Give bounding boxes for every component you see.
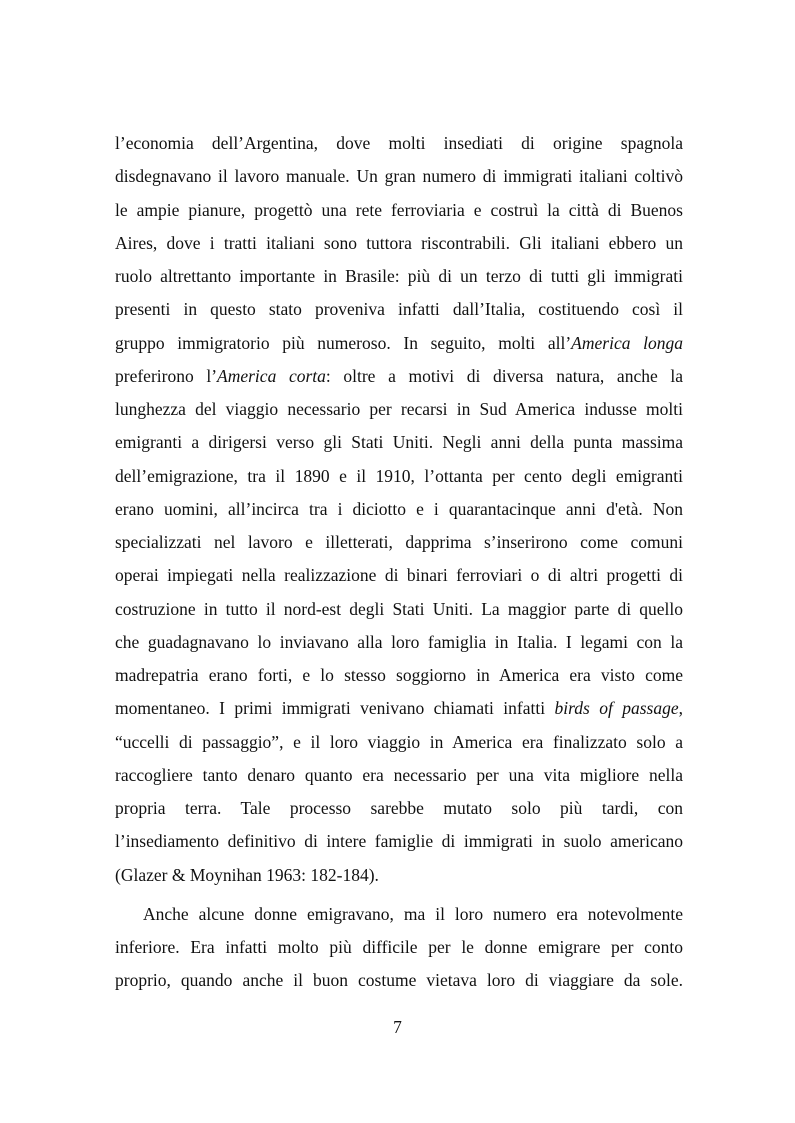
text-line: erano uomini, all’incirca tra i diciotto e i quarantacinque anni d'età. Non xyxy=(115,498,683,519)
text-line: raccogliere tanto denaro quanto era necessario per una vita migliore nella xyxy=(115,764,683,785)
text-line: Anche alcune donne emigravano, ma il loro numero era notevolmente xyxy=(143,903,683,924)
text-line: (Glazer & Moynihan 1963: 182-184). xyxy=(115,864,379,885)
text-line: lunghezza del viaggio necessario per recarsi in Sud America indusse molti xyxy=(115,399,683,419)
text-line: propria terra. Tale processo sarebbe mutato solo più tardi, con xyxy=(115,798,683,818)
text-line: gruppo immigratorio più numeroso. In seguito, molti all’America longa xyxy=(115,332,683,353)
text-line: Aires, dove i tratti italiani sono tuttora riscontrabili. Gli italiani ebbero un xyxy=(115,232,683,253)
text-line: momentaneo. I primi immigrati venivano chiamati infatti birds of passage, xyxy=(115,698,683,719)
italic-term: birds of passage xyxy=(554,698,679,719)
text-line: madrepatria erano forti, e lo stesso soggiorno in America era visto come xyxy=(115,665,683,685)
paragraph-2 xyxy=(115,898,683,998)
text-line: l’economia dell’Argentina, dove molti insediati di origine spagnola xyxy=(115,133,683,153)
text-line: dell’emigrazione, tra il 1890 e il 1910, l’ottanta per cento degli emigranti xyxy=(115,465,683,486)
text-line: presenti in questo stato proveniva infatti dall’Italia, costituendo così il xyxy=(115,299,683,320)
text-line: l’insediamento definitivo di intere famiglie di immigrati in suolo americano xyxy=(115,831,683,852)
text-line: che guadagnavano lo inviavano alla loro famiglia in Italia. I legami con la xyxy=(115,631,683,652)
page-number: 7 xyxy=(393,1017,402,1037)
text-line: preferirono l’America corta: oltre a motivi di diversa natura, anche la xyxy=(115,365,683,386)
text-line: ruolo altrettanto importante in Brasile: più di un terzo di tutti gli immigrati xyxy=(115,266,683,286)
text-line: le ampie pianure, progettò una rete ferroviaria e costruì la città di Buenos xyxy=(115,199,683,220)
text-line: disdegnavano il lavoro manuale. Un gran numero di immigrati italiani coltivò xyxy=(115,166,683,187)
paragraph-1 xyxy=(115,127,683,892)
text-line: “uccelli di passaggio”, e il loro viaggio in America era finalizzato solo a xyxy=(115,731,683,752)
body-text xyxy=(115,127,683,998)
text-line: specializzati nel lavoro e illetterati, dapprima s’inserirono come comuni xyxy=(115,532,683,552)
text-line: proprio, quando anche il buon costume vietava loro di viaggiare da sole. xyxy=(115,970,683,991)
text-line: emigranti a dirigersi verso gli Stati Uniti. Negli anni della punta massima xyxy=(115,432,683,453)
italic-term: America longa xyxy=(571,332,683,353)
text-line: costruzione in tutto il nord-est degli Stati Uniti. La maggior parte di quello xyxy=(115,598,683,619)
italic-term: America corta xyxy=(217,365,326,386)
text-line: inferiore. Era infatti molto più difficile per le donne emigrare per conto xyxy=(115,937,683,957)
text-line: operai impiegati nella realizzazione di binari ferroviari o di altri progetti di xyxy=(115,565,683,586)
